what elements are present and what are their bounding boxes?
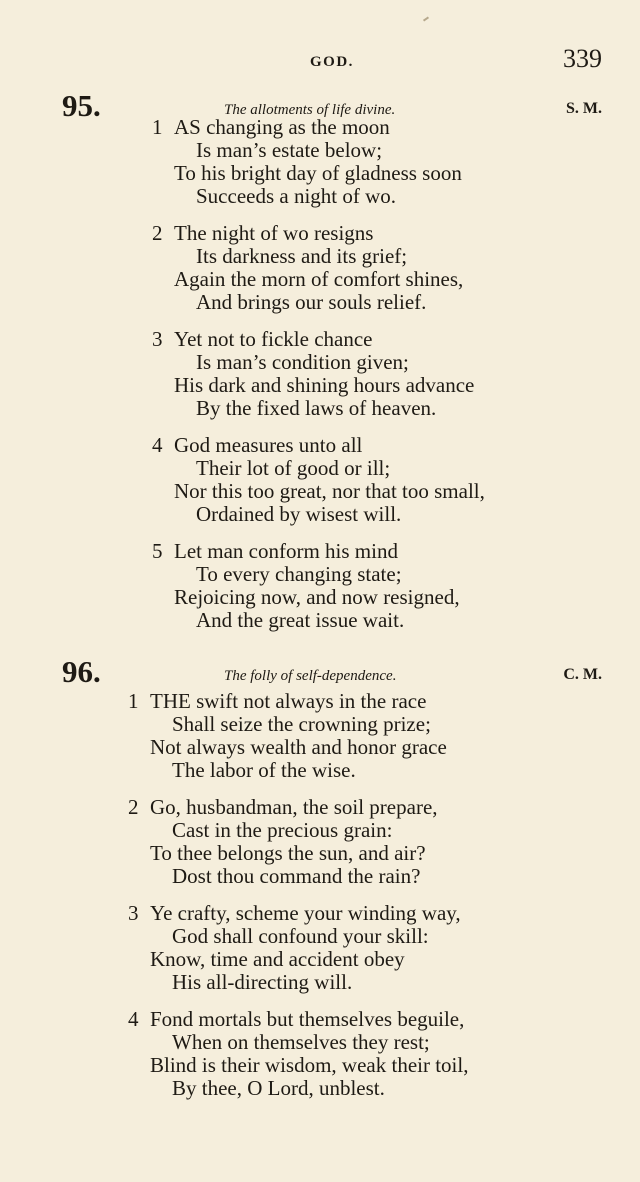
verse-line	[0, 139, 640, 162]
hymn-meter: C. M.	[563, 666, 602, 683]
stanza-number: 4	[128, 1007, 139, 1031]
verse-line	[0, 925, 640, 948]
hymn-title: The allotments of life divine.	[224, 102, 396, 118]
verse-line	[0, 563, 640, 586]
stanza-number: 1	[128, 689, 139, 713]
hymn-title: The folly of self-dependence.	[224, 668, 397, 684]
verse-text: Dost thou command the rain?	[172, 864, 421, 888]
verse-text: God shall confound your skill:	[172, 924, 429, 948]
verse-text: When on themselves they rest;	[172, 1030, 430, 1054]
verse-text: And brings our souls relief.	[196, 290, 427, 314]
stanza	[0, 690, 640, 782]
verse-line	[0, 1031, 640, 1054]
verse-line	[0, 268, 640, 291]
verse-line	[0, 434, 640, 457]
verse-line	[0, 116, 640, 139]
verse-text: Succeeds a night of wo.	[196, 184, 397, 208]
verse-line	[0, 540, 640, 563]
verse-text: Ordained by wisest will.	[196, 502, 402, 526]
verse-text: To his bright day of gladness soon	[174, 161, 462, 185]
verse-line	[0, 1008, 640, 1031]
verse-text: The night of wo resigns	[174, 221, 374, 245]
verse-line	[0, 819, 640, 842]
verse-line	[0, 1054, 640, 1077]
verse-line	[0, 902, 640, 925]
verse-line	[0, 503, 640, 526]
verse-line	[0, 162, 640, 185]
stanza-number: 3	[152, 327, 163, 351]
verse-text: Rejoicing now, and now resigned,	[174, 585, 460, 609]
verse-line	[0, 185, 640, 208]
stanza	[0, 540, 640, 632]
stanza-number: 1	[152, 115, 163, 139]
verse-line	[0, 713, 640, 736]
verse-line	[0, 457, 640, 480]
verse-text: Its darkness and its grief;	[196, 244, 408, 268]
verse-text: Their lot of good or ill;	[196, 456, 391, 480]
verse-text: Let man conform his mind	[174, 539, 398, 563]
verse-line	[0, 245, 640, 268]
verse-line	[0, 291, 640, 314]
verse-line	[0, 690, 640, 713]
verse-text: THE swift not always in the race	[150, 689, 427, 713]
verse-text: To every changing state;	[196, 562, 402, 586]
verse-text: Go, husbandman, the soil prepare,	[150, 795, 438, 819]
verse-text: Fond mortals but themselves beguile,	[150, 1007, 465, 1031]
verse-line	[0, 586, 640, 609]
verse-text: By the fixed laws of heaven.	[196, 396, 437, 420]
verse-line	[0, 480, 640, 503]
verse-text: God measures unto all	[174, 433, 363, 457]
verse-text: Is man’s condition given;	[196, 350, 409, 374]
verse-text: Nor this too great, nor that too small,	[174, 479, 485, 503]
verse-line	[0, 842, 640, 865]
verse-line	[0, 948, 640, 971]
hymn-96	[0, 654, 640, 1114]
verse-text: Cast in the precious grain:	[172, 818, 393, 842]
verse-text: Shall seize the crowning prize;	[172, 712, 431, 736]
stanza	[0, 116, 640, 208]
verse-line	[0, 1077, 640, 1100]
ink-mark	[423, 16, 429, 21]
verse-text: To thee belongs the sun, and air?	[150, 841, 426, 865]
verse-text: By thee, O Lord, unblest.	[172, 1076, 385, 1100]
verse-line	[0, 865, 640, 888]
stanza-number: 2	[152, 221, 163, 245]
hymn-meter: S. M.	[566, 100, 602, 117]
verse-line	[0, 328, 640, 351]
running-title: GOD.	[310, 54, 354, 70]
hymn-95	[0, 88, 640, 646]
verse-text: AS changing as the moon	[174, 115, 390, 139]
stanza	[0, 902, 640, 994]
stanza	[0, 796, 640, 888]
verse-line	[0, 222, 640, 245]
stanza	[0, 434, 640, 526]
hymn-number: 95.	[62, 88, 101, 123]
page-number: 339	[563, 44, 602, 73]
page-header	[0, 40, 640, 80]
verse-text: Yet not to fickle chance	[174, 327, 373, 351]
verse-line	[0, 351, 640, 374]
verse-line	[0, 796, 640, 819]
stanza-number: 2	[128, 795, 139, 819]
stanza	[0, 222, 640, 314]
verse-line	[0, 609, 640, 632]
stanza-number: 3	[128, 901, 139, 925]
verse-text: Not always wealth and honor grace	[150, 735, 447, 759]
verse-text: Know, time and accident obey	[150, 947, 405, 971]
stanza	[0, 328, 640, 420]
verse-line	[0, 374, 640, 397]
verse-text: Is man’s estate below;	[196, 138, 383, 162]
verse-line	[0, 759, 640, 782]
hymn-number: 96.	[62, 654, 101, 689]
stanza-number: 5	[152, 539, 163, 563]
verse-text: And the great issue wait.	[196, 608, 405, 632]
verse-text: Again the morn of comfort shines,	[174, 267, 464, 291]
verse-text: Blind is their wisdom, weak their toil,	[150, 1053, 469, 1077]
stanza-number: 4	[152, 433, 163, 457]
verse-line	[0, 397, 640, 420]
verse-text: The labor of the wise.	[172, 758, 356, 782]
verse-text: His all-directing will.	[172, 970, 353, 994]
stanza	[0, 1008, 640, 1100]
verse-line	[0, 736, 640, 759]
verse-line	[0, 971, 640, 994]
verse-text: His dark and shining hours advance	[174, 373, 475, 397]
verse-text: Ye crafty, scheme your winding way,	[150, 901, 461, 925]
